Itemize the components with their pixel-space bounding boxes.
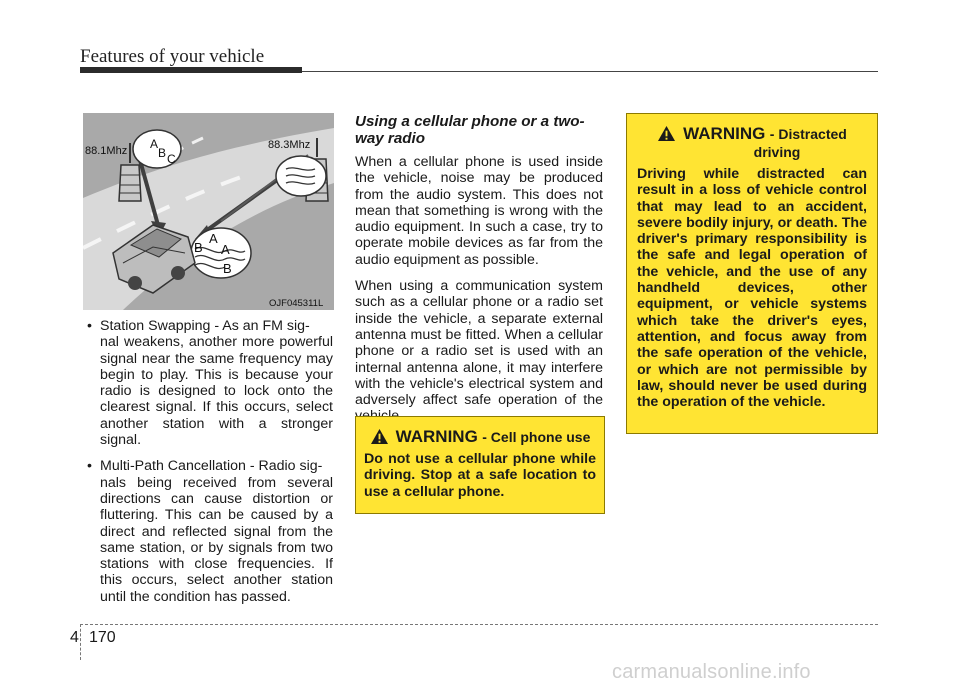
bubble-letter: C <box>167 152 176 166</box>
warning-header <box>364 427 596 447</box>
bubble-letter: A <box>209 231 218 246</box>
bubble-letter: B <box>194 240 203 255</box>
paragraph: When using a communication system such as a cellular phone or a radio set inside the vehicle, a separate external antenna must be fitted. When a cellular phone or a radio set is used with an internal antenna alone, it may interfere with the vehicle's electrical system and adversely affect safe operation of the <box>355 278 603 409</box>
chapter-number: 4 <box>70 629 79 646</box>
warning-subtitle: - Cell phone use <box>482 429 591 445</box>
bullet-continuation: nals being received from several directions can cause distortion or fluttering. This can be caused by a direct and reflected signal from the same station, or by signals from two stations with close frequencies. If this occurs, select another station until the condition has passed. <box>100 474 333 605</box>
warning-box-cell-phone <box>355 416 605 514</box>
warning-subtitle: - Distracted <box>769 126 847 142</box>
warning-word: WARNING <box>683 124 766 143</box>
footer-vertical-rule <box>80 624 81 660</box>
warning-triangle-icon <box>370 428 389 445</box>
watermark: carmanualsonline.info <box>612 661 811 683</box>
bubble-letter: B <box>223 261 232 276</box>
bubble-letter: A <box>150 137 159 151</box>
figure-code: OJF045311L <box>269 298 324 309</box>
warning-header <box>637 124 867 144</box>
page-number: 170 <box>89 629 116 646</box>
bullet-continuation: nal weakens, another more powerful signal near the same frequency may begin to play. This is because your radio is designed to lock onto the clearest signal. If this occurs, select another station with a stronger signal. <box>100 334 333 449</box>
radio-reception-illustration <box>83 113 334 310</box>
paragraph: When a cellular phone is used inside the vehicle, noise may be produced from the audio system. This does not mean that something is wrong with the audio equipment. In such a case, try to operate mobile devices as far from the audio equipment as possible. <box>355 154 603 268</box>
warning-box-distracted-driving <box>626 113 878 434</box>
list-item <box>87 318 333 448</box>
warning-subtitle-continued: driving <box>753 144 801 160</box>
list-item <box>87 458 333 605</box>
warning-body: Driving while distracted can result in a loss of vehicle control that may lead to an accident, severe bodily injury, or death. The driver's primary responsibility is the safe and legal operation of the vehicle, and the use of any handheld devices, other equipment, or vehicle systems which take the driver's eyes, attention, and focus away from the safe operation of the vehicle, or which are not permissible by law, should never be used during the operation of the vehicle. <box>637 166 867 411</box>
illustration-svg <box>83 113 334 310</box>
page-header-title: Features of your vehicle <box>80 46 265 67</box>
bubble-letter: B <box>158 146 167 160</box>
header-bar <box>80 67 302 73</box>
bullet-mark: • <box>87 458 92 475</box>
footer-rule <box>80 624 878 625</box>
bullet-first-line: Station Swapping - As an FM sig- <box>100 318 310 334</box>
warning-word: WARNING <box>395 427 478 446</box>
bullet-mark: • <box>87 318 92 334</box>
section-title: Using a cellular phone or a two-way radio <box>355 113 585 147</box>
bullet-list <box>87 318 333 605</box>
freq-label-right: 88.3Mhz <box>268 139 311 151</box>
freq-label-left: 88.1Mhz <box>85 145 128 157</box>
middle-column <box>355 113 603 435</box>
warning-triangle-icon <box>657 125 676 142</box>
bullet-first-line: Multi-Path Cancellation - Radio sig- <box>100 458 323 475</box>
warning-body: Do not use a cellular phone while driving. Stop at a safe location to use a cellular phone. <box>364 451 596 500</box>
left-column <box>87 318 333 615</box>
header-rule <box>302 71 878 72</box>
bubble-letter: A <box>221 242 230 257</box>
